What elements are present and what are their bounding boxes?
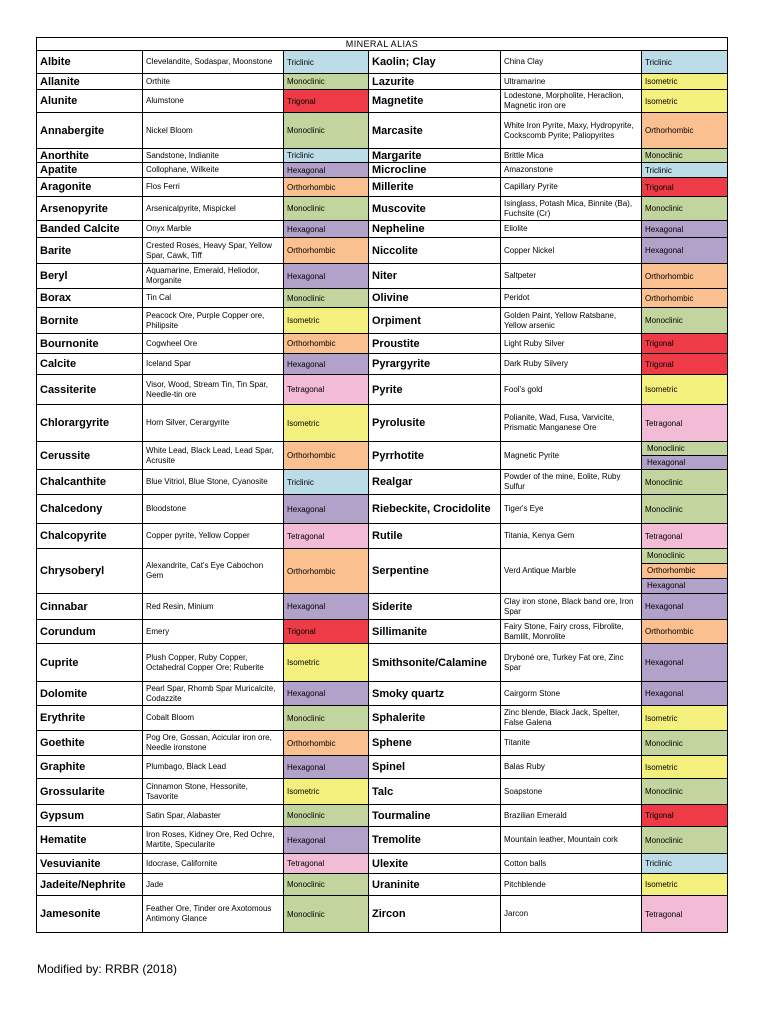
mineral-name: Olivine: [369, 289, 501, 308]
mineral-name: Barite: [37, 238, 143, 264]
table-row: [37, 51, 728, 74]
alias-list: Pitchblende: [501, 874, 642, 896]
crystal-system-cell: Hexagonal: [284, 682, 369, 706]
alias-list: Onyx Marble: [143, 221, 284, 238]
table-row: [37, 756, 728, 779]
table-row: [37, 405, 728, 442]
crystal-system-cell: Triclinic: [284, 51, 369, 74]
crystal-system-cell: Hexagonal: [284, 264, 369, 289]
alias-list: Feather Ore, Tinder ore Axotomous Antimony Glance: [143, 896, 284, 933]
alias-list: Flos Ferri: [143, 178, 284, 197]
alias-list: China Clay: [501, 51, 642, 74]
table-row: [37, 805, 728, 827]
mineral-name: Muscovite: [369, 197, 501, 221]
mineral-alias-table: [36, 37, 728, 933]
alias-list: Ultramarine: [501, 74, 642, 90]
crystal-system-part: Monoclinic: [642, 549, 727, 563]
crystal-system-cell: Monoclinic: [284, 706, 369, 731]
alias-list: Zinc blende, Black Jack, Spelter, False Galena: [501, 706, 642, 731]
mineral-name: Talc: [369, 779, 501, 805]
crystal-system-cell: Isometric: [284, 644, 369, 682]
alias-list: Brittle Mica: [501, 149, 642, 163]
mineral-name: Erythrite: [37, 706, 143, 731]
alias-list: Clevelandite, Sodaspar, Moonstone: [143, 51, 284, 74]
table-row: [37, 178, 728, 197]
alias-list: Cinnamon Stone, Hessonite, Tsavorite: [143, 779, 284, 805]
table-row: [37, 524, 728, 549]
crystal-system-cell: Tetragonal: [642, 524, 728, 549]
crystal-system-cell: Isometric: [642, 706, 728, 731]
alias-list: Alumstone: [143, 90, 284, 113]
alias-list: Jarcon: [501, 896, 642, 933]
table-row: [37, 706, 728, 731]
mineral-name: Jadeite/Nephrite: [37, 874, 143, 896]
table-row: [37, 334, 728, 354]
alias-list: Sandstone, Indianite: [143, 149, 284, 163]
alias-list: Orthite: [143, 74, 284, 90]
mineral-name: Millerite: [369, 178, 501, 197]
alias-list: Peridot: [501, 289, 642, 308]
table-row: [37, 74, 728, 90]
crystal-system-cell: Trigonal: [284, 90, 369, 113]
mineral-name: Albite: [37, 51, 143, 74]
table-row: [37, 620, 728, 644]
crystal-system-cell: Monoclinic: [642, 731, 728, 756]
table-row: [37, 549, 728, 594]
alias-list: Horn Silver, Cerargyrite: [143, 405, 284, 442]
table-row: [37, 682, 728, 706]
table-row: [37, 238, 728, 264]
crystal-system-cell: Hexagonal: [642, 644, 728, 682]
crystal-system-cell: Hexagonal: [284, 594, 369, 620]
crystal-system-cell: Triclinic: [284, 149, 369, 163]
alias-list: Isinglass, Potash Mica, Binnite (Ba), Fuchsite (Cr): [501, 197, 642, 221]
table-row: [37, 354, 728, 375]
crystal-system-cell: Triclinic: [284, 470, 369, 495]
crystal-system-cell: Monoclinic: [642, 308, 728, 334]
table-row: [37, 221, 728, 238]
mineral-name: Jamesonite: [37, 896, 143, 933]
mineral-alias-sheet: [36, 37, 727, 933]
mineral-name: Borax: [37, 289, 143, 308]
crystal-system-cell: Hexagonal: [642, 221, 728, 238]
table-row: [37, 264, 728, 289]
crystal-system-cell: Monoclinic: [642, 149, 728, 163]
crystal-system-cell: Hexagonal: [284, 495, 369, 524]
crystal-system-cell: [642, 442, 728, 470]
table-row: [37, 197, 728, 221]
alias-list: Arsenicalpyrite, Mispickel: [143, 197, 284, 221]
crystal-system-cell: Hexagonal: [284, 827, 369, 854]
crystal-system-cell: Orthorhombic: [284, 178, 369, 197]
mineral-name: Cuprite: [37, 644, 143, 682]
crystal-system-part: Hexagonal: [642, 455, 727, 469]
mineral-name: Proustite: [369, 334, 501, 354]
alias-list: Fairy Stone, Fairy cross, Fibrolite, Bamlilt, Monrolite: [501, 620, 642, 644]
alias-list: Dryboné ore, Turkey Fat ore, Zinc Spar: [501, 644, 642, 682]
mineral-name: Dolomite: [37, 682, 143, 706]
crystal-system-cell: Monoclinic: [642, 470, 728, 495]
mineral-name: Magnetite: [369, 90, 501, 113]
mineral-name: Lazurite: [369, 74, 501, 90]
crystal-system-cell: Monoclinic: [284, 805, 369, 827]
table-body: [37, 51, 728, 933]
alias-list: Balas Ruby: [501, 756, 642, 779]
crystal-system-cell: Tetragonal: [642, 405, 728, 442]
alias-list: Red Resin, Minium: [143, 594, 284, 620]
crystal-system-cell: Monoclinic: [642, 495, 728, 524]
mineral-name: Smoky quartz: [369, 682, 501, 706]
crystal-system-part: Orthorhombic: [642, 563, 727, 578]
table-row: [37, 874, 728, 896]
crystal-system-cell: Orthorhombic: [284, 442, 369, 470]
crystal-system-cell: Tetragonal: [642, 896, 728, 933]
crystal-system-part: Hexagonal: [642, 578, 727, 593]
mineral-name: Corundum: [37, 620, 143, 644]
mineral-name: Chalcopyrite: [37, 524, 143, 549]
crystal-system-cell: Trigonal: [642, 354, 728, 375]
table-row: [37, 495, 728, 524]
alias-list: Lodestone, Morpholite, Heraclion, Magnetic iron ore: [501, 90, 642, 113]
crystal-system-cell: Isometric: [642, 874, 728, 896]
footer-note: Modified by: RRBR (2018): [37, 962, 178, 976]
crystal-system-cell: Hexagonal: [642, 594, 728, 620]
alias-list: Capillary Pyrite: [501, 178, 642, 197]
mineral-name: Bournonite: [37, 334, 143, 354]
table-row: [37, 854, 728, 874]
alias-list: Titania, Kenya Gem: [501, 524, 642, 549]
alias-list: White Lead, Black Lead, Lead Spar, Acrusite: [143, 442, 284, 470]
mineral-name: Calcite: [37, 354, 143, 375]
mineral-name: Beryl: [37, 264, 143, 289]
mineral-name: Serpentine: [369, 549, 501, 594]
mineral-name: Cinnabar: [37, 594, 143, 620]
mineral-name: Pyrolusite: [369, 405, 501, 442]
crystal-system-cell: Hexagonal: [642, 238, 728, 264]
alias-list: Verd Antique Marble: [501, 549, 642, 594]
mineral-name: Riebeckite, Crocidolite: [369, 495, 501, 524]
mineral-name: Nepheline: [369, 221, 501, 238]
crystal-system-cell: Monoclinic: [284, 289, 369, 308]
table-row: [37, 163, 728, 178]
mineral-name: Microcline: [369, 163, 501, 178]
crystal-system-cell: Isometric: [642, 74, 728, 90]
mineral-name: Siderite: [369, 594, 501, 620]
alias-list: Crested Roses, Heavy Spar, Yellow Spar, Cawk, Tiff: [143, 238, 284, 264]
alias-list: Fool's gold: [501, 375, 642, 405]
crystal-system-cell: Isometric: [284, 405, 369, 442]
alias-list: Tin Cal: [143, 289, 284, 308]
mineral-name: Goethite: [37, 731, 143, 756]
crystal-system-cell: Tetragonal: [284, 524, 369, 549]
alias-list: Pog Ore, Gossan, Acicular iron ore, Needle ironstone: [143, 731, 284, 756]
alias-list: Amazonstone: [501, 163, 642, 178]
alias-list: Blue Vitriol, Blue Stone, Cyanosite: [143, 470, 284, 495]
alias-list: Clay iron stone, Black band ore, Iron Spar: [501, 594, 642, 620]
crystal-system-cell: Isometric: [642, 756, 728, 779]
mineral-name: Pyrrhotite: [369, 442, 501, 470]
table-row: [37, 375, 728, 405]
crystal-system-cell: Orthorhombic: [284, 549, 369, 594]
mineral-name: Cerussite: [37, 442, 143, 470]
mineral-name: Smithsonite/Calamine: [369, 644, 501, 682]
mineral-name: Orpiment: [369, 308, 501, 334]
mineral-name: Niter: [369, 264, 501, 289]
mineral-name: Apatite: [37, 163, 143, 178]
mineral-name: Graphite: [37, 756, 143, 779]
mineral-name: Allanite: [37, 74, 143, 90]
table-row: [37, 731, 728, 756]
crystal-system-cell: Isometric: [642, 90, 728, 113]
mineral-name: Chalcedony: [37, 495, 143, 524]
table-row: [37, 779, 728, 805]
crystal-system-cell: Orthorhombic: [642, 113, 728, 149]
table-row: [37, 289, 728, 308]
alias-list: Iron Roses, Kidney Ore, Red Ochre, Martite, Specularite: [143, 827, 284, 854]
crystal-system-cell: Orthorhombic: [284, 731, 369, 756]
mineral-name: Ulexite: [369, 854, 501, 874]
crystal-system-cell: Monoclinic: [284, 74, 369, 90]
mineral-name: Grossularite: [37, 779, 143, 805]
mineral-name: Sphene: [369, 731, 501, 756]
alias-list: Satin Spar, Alabaster: [143, 805, 284, 827]
alias-list: Copper pyrite, Yellow Copper: [143, 524, 284, 549]
alias-list: Iceland Spar: [143, 354, 284, 375]
mineral-name: Annabergite: [37, 113, 143, 149]
mineral-name: Vesuvianite: [37, 854, 143, 874]
alias-list: Mountain leather, Mountain cork: [501, 827, 642, 854]
alias-list: Plumbago, Black Lead: [143, 756, 284, 779]
mineral-name: Niccolite: [369, 238, 501, 264]
mineral-name: Hematite: [37, 827, 143, 854]
alias-list: Eliolite: [501, 221, 642, 238]
alias-list: Collophane, Wilkeite: [143, 163, 284, 178]
alias-list: Visor, Wood, Stream Tin, Tin Spar, Needle-tin ore: [143, 375, 284, 405]
crystal-system-cell: Orthorhombic: [284, 334, 369, 354]
mineral-name: Anorthite: [37, 149, 143, 163]
crystal-system-cell: Monoclinic: [642, 827, 728, 854]
crystal-system-cell: Triclinic: [642, 163, 728, 178]
mineral-name: Tremolite: [369, 827, 501, 854]
alias-list: Alexandrite, Cat's Eye Cabochon Gem: [143, 549, 284, 594]
table-row: [37, 149, 728, 163]
table-title: MINERAL ALIAS: [37, 38, 728, 51]
crystal-system-cell: Isometric: [642, 375, 728, 405]
alias-list: Cairgorm Stone: [501, 682, 642, 706]
table-row: [37, 442, 728, 470]
mineral-name: Alunite: [37, 90, 143, 113]
crystal-system-cell: Hexagonal: [284, 354, 369, 375]
alias-list: Golden Paint, Yellow Ratsbane, Yellow arsenic: [501, 308, 642, 334]
alias-list: White Iron Pyrite, Maxy, Hydropyrite, Cockscomb Pyrite; Paliopyrites: [501, 113, 642, 149]
crystal-system-cell: Monoclinic: [284, 874, 369, 896]
alias-list: Soapstone: [501, 779, 642, 805]
crystal-system-cell: Trigonal: [642, 805, 728, 827]
alias-list: Plush Copper, Ruby Copper, Octahedral Copper Ore; Ruberite: [143, 644, 284, 682]
alias-list: Magnetic Pyrite: [501, 442, 642, 470]
alias-list: Cobalt Bloom: [143, 706, 284, 731]
mineral-name: Pyrite: [369, 375, 501, 405]
mineral-name: Uraninite: [369, 874, 501, 896]
mineral-name: Sillimanite: [369, 620, 501, 644]
crystal-system-cell: Orthorhombic: [642, 289, 728, 308]
mineral-name: Pyrargyrite: [369, 354, 501, 375]
crystal-system-cell: Hexagonal: [284, 163, 369, 178]
table-row: [37, 308, 728, 334]
crystal-system-cell: Orthorhombic: [642, 264, 728, 289]
table-row: [37, 896, 728, 933]
alias-list: Titanite: [501, 731, 642, 756]
mineral-name: Spinel: [369, 756, 501, 779]
crystal-system-part: Monoclinic: [642, 442, 727, 455]
crystal-system-cell: [642, 549, 728, 594]
crystal-system-cell: Triclinic: [642, 854, 728, 874]
alias-list: Pearl Spar, Rhomb Spar Muricalcite, Codazzite: [143, 682, 284, 706]
alias-list: Polianite, Wad, Fusa, Varvicite, Prismatic Manganese Ore: [501, 405, 642, 442]
mineral-name: Bornite: [37, 308, 143, 334]
mineral-name: Cassiterite: [37, 375, 143, 405]
alias-list: Nickel Bloom: [143, 113, 284, 149]
alias-list: Brazilian Emerald: [501, 805, 642, 827]
crystal-system-cell: Isometric: [284, 779, 369, 805]
mineral-name: Gypsum: [37, 805, 143, 827]
crystal-system-cell: Hexagonal: [284, 756, 369, 779]
alias-list: Peacock Ore, Purple Copper ore, Philipsite: [143, 308, 284, 334]
table-row: [37, 90, 728, 113]
crystal-system-cell: Tetragonal: [284, 375, 369, 405]
mineral-name: Chrysoberyl: [37, 549, 143, 594]
alias-list: Copper Nickel: [501, 238, 642, 264]
alias-list: Emery: [143, 620, 284, 644]
crystal-system-cell: Monoclinic: [284, 197, 369, 221]
mineral-name: Marcasite: [369, 113, 501, 149]
mineral-name: Chlorargyrite: [37, 405, 143, 442]
table-row: [37, 470, 728, 495]
alias-list: Jade: [143, 874, 284, 896]
crystal-system-cell: Trigonal: [642, 178, 728, 197]
alias-list: Cogwheel Ore: [143, 334, 284, 354]
crystal-system-cell: Monoclinic: [642, 197, 728, 221]
alias-list: Tiger's Eye: [501, 495, 642, 524]
crystal-system-cell: Triclinic: [642, 51, 728, 74]
mineral-name: Tourmaline: [369, 805, 501, 827]
crystal-system-cell: Monoclinic: [284, 113, 369, 149]
crystal-system-cell: Tetragonal: [284, 854, 369, 874]
crystal-system-cell: Isometric: [284, 308, 369, 334]
alias-list: Dark Ruby Silvery: [501, 354, 642, 375]
crystal-system-cell: Trigonal: [642, 334, 728, 354]
mineral-name: Realgar: [369, 470, 501, 495]
alias-list: Bloodstone: [143, 495, 284, 524]
alias-list: Cotton balls: [501, 854, 642, 874]
mineral-name: Margarite: [369, 149, 501, 163]
alias-list: Idocrase, Californite: [143, 854, 284, 874]
mineral-name: Zircon: [369, 896, 501, 933]
crystal-system-cell: Monoclinic: [642, 779, 728, 805]
table-row: [37, 594, 728, 620]
mineral-name: Rutile: [369, 524, 501, 549]
crystal-system-cell: Monoclinic: [284, 896, 369, 933]
alias-list: Saltpeter: [501, 264, 642, 289]
crystal-system-cell: Orthorhombic: [284, 238, 369, 264]
mineral-name: Arsenopyrite: [37, 197, 143, 221]
mineral-name: Kaolin; Clay: [369, 51, 501, 74]
crystal-system-cell: Hexagonal: [284, 221, 369, 238]
alias-list: Powder of the mine, Eolite, Ruby Sulfur: [501, 470, 642, 495]
alias-list: Light Ruby Silver: [501, 334, 642, 354]
crystal-system-cell: Orthorhombic: [642, 620, 728, 644]
mineral-name: Sphalerite: [369, 706, 501, 731]
table-row: [37, 644, 728, 682]
table-row: [37, 827, 728, 854]
table-row: [37, 113, 728, 149]
mineral-name: Aragonite: [37, 178, 143, 197]
crystal-system-cell: Trigonal: [284, 620, 369, 644]
mineral-name: Chalcanthite: [37, 470, 143, 495]
alias-list: Aquamarine, Emerald, Heliodor, Morganite: [143, 264, 284, 289]
crystal-system-cell: Hexagonal: [642, 682, 728, 706]
mineral-name: Banded Calcite: [37, 221, 143, 238]
